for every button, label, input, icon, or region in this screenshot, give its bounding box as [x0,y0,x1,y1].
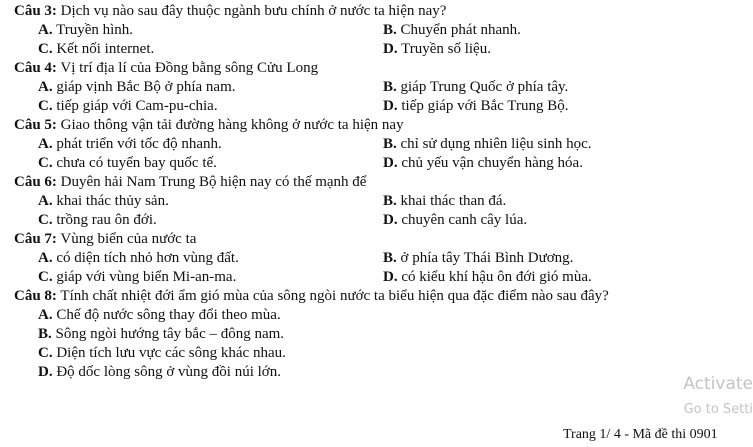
option-text: chỉ sử dụng nhiên liệu sinh học. [396,136,592,152]
option-c [14,344,744,363]
option-d [383,97,568,115]
option-letter: D. [38,364,53,380]
option-letter: C. [38,212,53,228]
question-5 [14,116,744,173]
option-text: giáp Trung Quốc ở phía tây. [396,79,569,95]
options-row [14,268,744,287]
question-8 [14,287,744,382]
options-row [14,21,744,40]
option-text: tiếp giáp với Cam-pu-chia. [52,98,218,114]
option-c [38,40,154,58]
option-text: có kiểu khí hậu ôn đới gió mùa. [397,269,592,285]
question-7 [14,230,744,287]
option-text: khai thác than đá. [396,193,507,209]
option-letter: A. [38,22,53,38]
option-d [383,268,592,286]
option-letter: D. [383,212,398,228]
question-number: Câu 8: [14,288,57,304]
options-row [14,135,744,154]
option-a [38,192,169,210]
options-row [14,249,744,268]
option-a [38,21,133,39]
option-text: giáp vịnh Bắc Bộ ở phía nam. [52,79,236,95]
question-stem [14,287,744,306]
question-number: Câu 4: [14,60,57,76]
option-b [14,325,744,344]
option-text: Kết nối internet. [52,41,155,57]
option-a [14,306,744,325]
option-c [38,154,217,172]
question-number: Câu 3: [14,3,57,19]
option-text: Độ dốc lòng sông ở vùng đồi núi lớn. [52,364,281,380]
option-text: ở phía tây Thái Bình Dương. [396,250,574,266]
option-text: giáp với vùng biển Mi-an-ma. [52,269,237,285]
question-number: Câu 5: [14,117,57,133]
question-number: Câu 6: [14,174,57,190]
option-text: phát triển với tốc độ nhanh. [52,136,222,152]
question-text: Duyên hải Nam Trung Bộ hiện nay có thế mạnh để [56,174,367,190]
option-letter: A. [38,79,53,95]
option-letter: A. [38,193,53,209]
option-text: Chế độ nước sông thay đổi theo mùa. [52,307,281,323]
option-letter: B. [383,22,397,38]
option-d [383,211,527,229]
option-b [383,21,521,39]
page-footer: Trang 1/ 4 - Mã đề thi 0901 [563,427,718,442]
option-text: chuyên canh cây lúa. [397,212,528,228]
question-text: Vị trí địa lí của Đồng bằng sông Cửu Long [56,60,319,76]
option-c [38,211,157,229]
option-text: chưa có tuyến bay quốc tế. [52,155,217,171]
option-text: chủ yếu vận chuyển hàng hóa. [397,155,583,171]
exam-document [14,2,744,382]
option-text: tiếp giáp với Bắc Trung Bộ. [397,98,569,114]
option-letter: C. [38,98,53,114]
option-letter: D. [383,269,398,285]
option-text: Truyền số liệu. [397,41,491,57]
option-b [383,249,573,267]
question-stem [14,173,744,192]
question-stem [14,230,744,249]
question-stem [14,116,744,135]
option-b [383,135,592,153]
option-letter: A. [38,307,53,323]
question-text: Giao thông vận tải đường hàng không ở nước ta hiện nay [56,117,404,133]
option-letter: A. [38,250,53,266]
option-letter: A. [38,136,53,152]
option-letter: B. [383,193,397,209]
option-text: khai thác thủy sản. [52,193,169,209]
options-row [14,154,744,173]
option-c [38,97,218,115]
option-d [383,40,491,58]
option-letter: B. [383,136,397,152]
question-6 [14,173,744,230]
question-text: Vùng biển của nước ta [56,231,197,247]
options-row [14,211,744,230]
question-stem [14,59,744,78]
option-c [38,268,236,286]
option-letter: C. [38,345,53,361]
option-text: trồng rau ôn đới. [52,212,157,228]
option-text: Diện tích lưu vực các sông khác nhau. [52,345,286,361]
question-text: Dịch vụ nào sau đây thuộc ngành bưu chính ở nước ta hiện nay? [56,3,447,19]
option-letter: C. [38,41,53,57]
options-row [14,97,744,116]
option-b [383,78,568,96]
option-letter: B. [38,326,52,342]
option-letter: B. [383,79,397,95]
activation-watermark-title: Activate [683,374,753,394]
option-letter: D. [383,155,398,171]
option-a [38,249,239,267]
question-number: Câu 7: [14,231,57,247]
option-text: Chuyển phát nhanh. [396,22,521,38]
option-a [38,78,236,96]
question-text: Tính chất nhiệt đới ẩm gió mùa của sông ngòi nước ta biểu hiện qua đặc điểm nào sau đây? [56,288,609,304]
option-text: Sông ngòi hướng tây bắc – đông nam. [51,326,285,342]
option-letter: C. [38,155,53,171]
question-4 [14,59,744,116]
option-d [14,363,744,382]
option-letter: D. [383,98,398,114]
options-row [14,192,744,211]
activation-watermark-subtitle: Go to Setti [683,402,753,417]
option-b [383,192,506,210]
question-stem [14,2,744,21]
options-row [14,40,744,59]
option-letter: D. [383,41,398,57]
question-3 [14,2,744,59]
option-letter: B. [383,250,397,266]
option-text: Truyền hình. [52,22,134,38]
option-d [383,154,583,172]
options-row [14,78,744,97]
option-a [38,135,222,153]
option-letter: C. [38,269,53,285]
option-text: có diện tích nhỏ hơn vùng đất. [52,250,239,266]
